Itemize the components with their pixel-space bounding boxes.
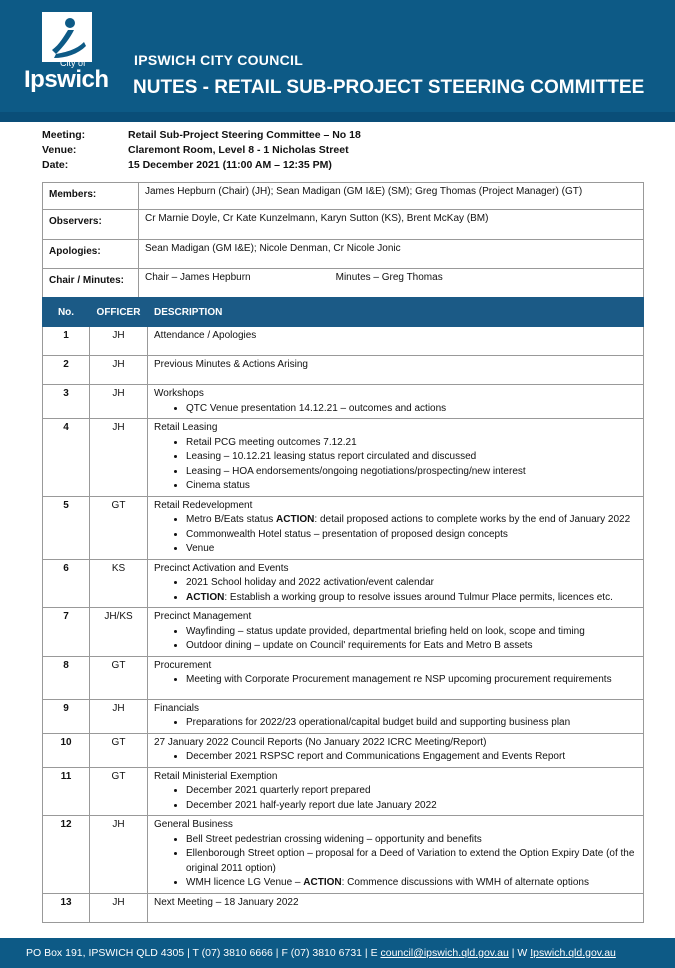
agenda-item-officer: JH bbox=[90, 356, 148, 385]
footer-email-link[interactable]: council@ipswich.qld.gov.au bbox=[380, 947, 509, 959]
date-row bbox=[42, 158, 361, 173]
chair-value bbox=[139, 269, 644, 298]
agenda-row bbox=[43, 327, 644, 356]
council-name: IPSWICH CITY COUNCIL bbox=[134, 52, 304, 68]
agenda-row bbox=[43, 419, 644, 497]
ipswich-logo-icon bbox=[42, 12, 92, 62]
agenda-item-number: 10 bbox=[43, 733, 90, 767]
agenda-item-description bbox=[148, 496, 644, 559]
agenda-bullet: • Ellenborough Street option – proposal for a Deed of Variation to extend the Option Expiry Date (of the original 2011 option) bbox=[186, 847, 637, 876]
agenda-item-title: Precinct Activation and Events bbox=[154, 562, 289, 574]
agenda-header-row bbox=[43, 298, 644, 327]
agenda-row bbox=[43, 699, 644, 733]
agenda-item-description bbox=[148, 767, 644, 816]
agenda-row bbox=[43, 559, 644, 608]
minutes-name: Minutes – Greg Thomas bbox=[335, 272, 443, 283]
agenda-item-number: 12 bbox=[43, 816, 90, 894]
agenda-item-number: 9 bbox=[43, 699, 90, 733]
agenda-row bbox=[43, 356, 644, 385]
agenda-bullet: • Retail PCG meeting outcomes 7.12.21 bbox=[186, 436, 637, 451]
agenda-item-description bbox=[148, 816, 644, 894]
attendance-table bbox=[42, 182, 644, 298]
observers-value: Cr Marnie Doyle, Cr Kate Kunzelmann, Karyn Sutton (KS), Brent McKay (BM) bbox=[139, 210, 644, 240]
chair-label: Chair / Minutes: bbox=[43, 269, 139, 298]
agenda-bullet: • WMH licence LG Venue – ACTION: Commence discussions with WMH of alternate options bbox=[186, 876, 637, 891]
agenda-item-number: 11 bbox=[43, 767, 90, 816]
members-row bbox=[43, 183, 644, 210]
agenda-row bbox=[43, 767, 644, 816]
agenda-item-description bbox=[148, 419, 644, 497]
meeting-value: Retail Sub-Project Steering Committee – No 18 bbox=[128, 129, 361, 141]
agenda-bullet: • December 2021 half-yearly report due late January 2022 bbox=[186, 799, 637, 814]
agenda-item-description bbox=[148, 385, 644, 419]
venue-value: Claremont Room, Level 8 - 1 Nicholas Street bbox=[128, 144, 349, 156]
agenda-item-description bbox=[148, 559, 644, 608]
agenda-item-officer: GT bbox=[90, 733, 148, 767]
agenda-item-officer: JH/KS bbox=[90, 608, 148, 657]
agenda-item-number: 13 bbox=[43, 893, 90, 922]
agenda-item-number: 7 bbox=[43, 608, 90, 657]
agenda-item-title: Procurement bbox=[154, 659, 212, 671]
observers-label: Observers: bbox=[43, 210, 139, 240]
chair-row bbox=[43, 269, 644, 298]
agenda-item-officer: JH bbox=[90, 893, 148, 922]
agenda-item-officer: JH bbox=[90, 699, 148, 733]
agenda-item-officer: GT bbox=[90, 767, 148, 816]
agenda-item-description bbox=[148, 356, 644, 385]
agenda-item-officer: JH bbox=[90, 327, 148, 356]
agenda-bullet: • Leasing – 10.12.21 leasing status report circulated and discussed bbox=[186, 450, 637, 465]
agenda-row bbox=[43, 496, 644, 559]
agenda-bullet-list bbox=[154, 784, 637, 813]
observers-row bbox=[43, 210, 644, 240]
agenda-item-title: Precinct Management bbox=[154, 611, 252, 622]
agenda-item-description bbox=[148, 656, 644, 699]
agenda-item-title: Retail Ministerial Exemption bbox=[154, 770, 278, 782]
agenda-item-officer: JH bbox=[90, 385, 148, 419]
agenda-item-description bbox=[148, 893, 644, 922]
agenda-bullet-list bbox=[154, 576, 637, 605]
agenda-bullet: • Commonwealth Hotel status – presentation of proposed design concepts bbox=[186, 528, 637, 543]
agenda-bullet: • ACTION: Establish a working group to resolve issues around Tulmur Place permits, licences etc. bbox=[186, 591, 637, 606]
agenda-bullet: • Cinema status bbox=[186, 479, 637, 494]
agenda-row bbox=[43, 893, 644, 922]
date-value: 15 December 2021 (11:00 AM – 12:35 PM) bbox=[128, 159, 332, 171]
meeting-details bbox=[42, 128, 361, 173]
logo-name-text: Ipswich bbox=[24, 66, 109, 93]
agenda-bullet: • Leasing – HOA endorsements/ongoing negotiations/prospecting/new interest bbox=[186, 465, 637, 480]
agenda-bullet: • Metro B/Eats status ACTION: detail proposed actions to complete works by the end of January 2022 bbox=[186, 513, 637, 528]
agenda-item-officer: GT bbox=[90, 496, 148, 559]
venue-label: Venue: bbox=[42, 144, 77, 156]
apologies-row bbox=[43, 240, 644, 269]
agenda-item-title: Attendance / Apologies bbox=[154, 330, 257, 341]
agenda-item-description bbox=[148, 327, 644, 356]
agenda-item-officer: JH bbox=[90, 419, 148, 497]
apologies-value: Sean Madigan (GM I&E); Nicole Denman, Cr Nicole Jonic bbox=[139, 240, 644, 269]
agenda-item-title: Retail Leasing bbox=[154, 422, 218, 433]
agenda-item-number: 2 bbox=[43, 356, 90, 385]
agenda-item-title: Previous Minutes & Actions Arising bbox=[154, 359, 308, 370]
page-footer bbox=[0, 938, 675, 968]
agenda-bullet: • 2021 School holiday and 2022 activation/event calendar bbox=[186, 576, 637, 591]
agenda-bullet-list bbox=[154, 402, 637, 417]
agenda-item-description bbox=[148, 608, 644, 657]
agenda-item-officer: JH bbox=[90, 816, 148, 894]
page-header bbox=[0, 0, 675, 120]
agenda-item-title: Financials bbox=[154, 702, 200, 714]
agenda-bullet: • Wayfinding – status update provided, departmental briefing held on look, scope and timing bbox=[186, 625, 637, 640]
agenda-item-number: 1 bbox=[43, 327, 90, 356]
agenda-item-number: 4 bbox=[43, 419, 90, 497]
agenda-item-title: 27 January 2022 Council Reports (No January 2022 ICRC Meeting/Report) bbox=[154, 736, 487, 748]
members-label: Members: bbox=[43, 183, 139, 210]
agenda-row bbox=[43, 656, 644, 699]
agenda-bullet-list bbox=[154, 625, 637, 654]
agenda-item-number: 5 bbox=[43, 496, 90, 559]
agenda-item-officer: GT bbox=[90, 656, 148, 699]
col-no-header: No. bbox=[43, 298, 90, 327]
agenda-bullet-list bbox=[154, 673, 637, 688]
agenda-bullet: • Meeting with Corporate Procurement management re NSP upcoming procurement requirements bbox=[186, 673, 637, 688]
agenda-item-title: Retail Redevelopment bbox=[154, 499, 253, 511]
agenda-item-title: Workshops bbox=[154, 388, 204, 399]
agenda-bullet: • Preparations for 2022/23 operational/capital budget build and supporting business plan bbox=[186, 716, 637, 731]
agenda-item-description bbox=[148, 699, 644, 733]
agenda-item-number: 8 bbox=[43, 656, 90, 699]
meeting-row bbox=[42, 128, 361, 143]
agenda-bullet: • Venue bbox=[186, 542, 637, 557]
agenda-bullet: • Bell Street pedestrian crossing widening – opportunity and benefits bbox=[186, 833, 637, 848]
agenda-bullet-list bbox=[154, 513, 637, 557]
agenda-item-description bbox=[148, 733, 644, 767]
footer-address: PO Box 191, IPSWICH QLD 4305 | T (07) 3810 6666 | F (07) 3810 6731 | E bbox=[26, 947, 381, 959]
agenda-bullet-list bbox=[154, 750, 637, 765]
agenda-item-number: 3 bbox=[43, 385, 90, 419]
agenda-item-title: General Business bbox=[154, 819, 233, 830]
col-officer-header: OFFICER bbox=[90, 298, 148, 327]
col-description-header: DESCRIPTION bbox=[148, 298, 644, 327]
agenda-row bbox=[43, 608, 644, 657]
venue-row bbox=[42, 143, 361, 158]
footer-web-link[interactable]: Ipswich.qld.gov.au bbox=[530, 947, 616, 959]
members-value: James Hepburn (Chair) (JH); Sean Madigan (GM I&E) (SM); Greg Thomas (Project Manager) (GT) bbox=[139, 183, 644, 210]
meeting-label: Meeting: bbox=[42, 129, 86, 141]
agenda-bullet-list bbox=[154, 716, 637, 731]
agenda-bullet: • December 2021 RSPSC report and Communications Engagement and Events Report bbox=[186, 750, 637, 765]
footer-separator: | W bbox=[508, 947, 531, 959]
agenda-item-officer: KS bbox=[90, 559, 148, 608]
agenda-row bbox=[43, 733, 644, 767]
agenda-table bbox=[42, 297, 644, 923]
logo-city-text: City of bbox=[60, 58, 86, 68]
agenda-bullet: • QTC Venue presentation 14.12.21 – outcomes and actions bbox=[186, 402, 637, 417]
agenda-bullet-list bbox=[154, 833, 637, 891]
apologies-label: Apologies: bbox=[43, 240, 139, 269]
agenda-row bbox=[43, 385, 644, 419]
agenda-item-title: Next Meeting – 18 January 2022 bbox=[154, 896, 299, 908]
agenda-bullet: • December 2021 quarterly report prepared bbox=[186, 784, 637, 799]
agenda-bullet: • Outdoor dining – update on Council' requirements for Eats and Metro B assets bbox=[186, 639, 637, 654]
page-title: NUTES - RETAIL SUB-PROJECT STEERING COMMITTEE bbox=[133, 77, 645, 98]
header-band bbox=[0, 112, 675, 122]
date-label: Date: bbox=[42, 159, 69, 171]
agenda-item-number: 6 bbox=[43, 559, 90, 608]
agenda-row bbox=[43, 816, 644, 894]
agenda-bullet-list bbox=[154, 436, 637, 494]
chair-name: Chair – James Hepburn bbox=[145, 272, 251, 283]
